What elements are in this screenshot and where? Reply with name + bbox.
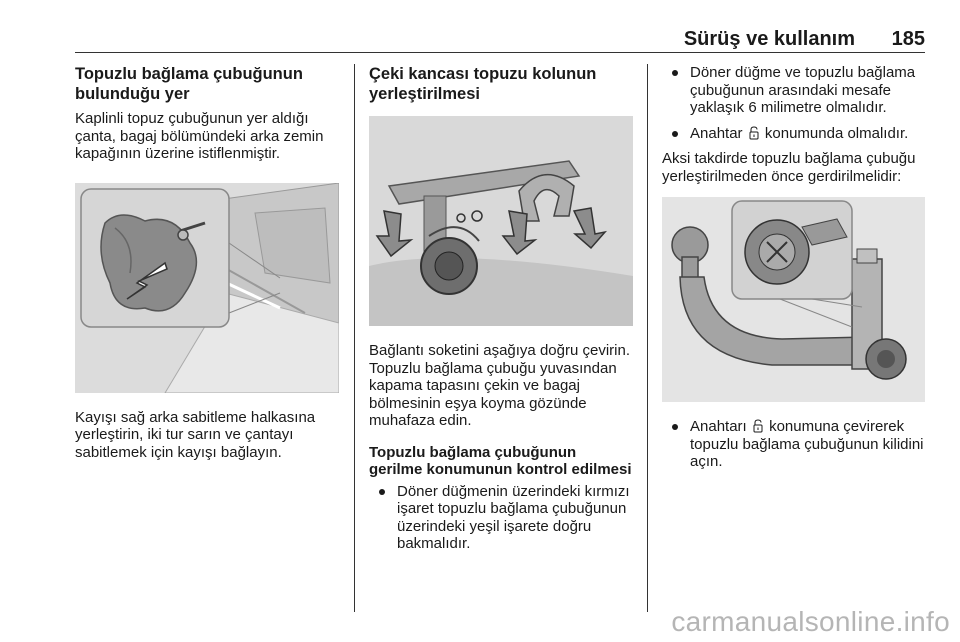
column-3 — [662, 64, 927, 471]
paragraph: Kaplinli topuz çubuğunun yer aldığı çanta, bagaj bölümündeki arka zemin kapağının üzerine istiflenmiştir. — [75, 110, 324, 162]
column-divider — [647, 64, 648, 612]
section-heading: Topuzlu bağlama çubuğunun bulunduğu yer — [75, 65, 303, 103]
list-text: konumuna çevirerek topuzlu bağlama çubuğunun kilidini açın. — [690, 418, 924, 470]
list-item: Döner düğmenin üzerindeki kırmızı işaret topuzlu bağlama çubuğunun üzerindeki yeşil işarete doğru bakmalıdır. — [369, 483, 633, 553]
list-text: konumunda olmalıdır. — [764, 124, 909, 142]
open-lock-icon — [749, 126, 759, 140]
list-text: Anahtarı — [690, 418, 747, 435]
list-text: Anahtar — [690, 124, 743, 142]
list-item: Döner düğme ve topuzlu bağlama çubuğunun arasındaki mesafe yaklaşık 6 milimetre olmalıdır. — [662, 64, 927, 117]
list-item — [662, 418, 927, 471]
section-heading: Çeki kancası topuzu kolunun yerleştirilmesi — [369, 65, 597, 103]
ball-coupling-illustration — [662, 197, 925, 402]
watermark: carmanualsonline.info — [671, 606, 950, 637]
paragraph: Bağlantı soketini aşağıya doğru çevirin. Topuzlu bağlama çubuğu yuvasından kapama tapasını çekin ve bagaj bölmesinin eşya koyma gözünde muhafaza edin. — [369, 342, 630, 429]
paragraph: Kayışı sağ arka sabitleme halkasına yerleştirin, iki tur sarın ve çantayı sabitlemek için kayışı bağlayın. — [75, 408, 316, 461]
open-lock-icon — [753, 419, 763, 433]
page-number: 185 — [891, 28, 925, 50]
paragraph: Aksi takdirde topuzlu bağlama çubuğu yerleştirilmeden önce gerdirilmelidir: — [662, 150, 916, 185]
list-item — [662, 125, 927, 143]
trunk-bag-illustration — [75, 183, 339, 393]
column-divider — [354, 64, 355, 612]
page-header — [75, 26, 925, 53]
section-title: Sürüş ve kullanım — [683, 28, 855, 50]
column-1 — [75, 64, 340, 461]
subheading: Topuzlu bağlama çubuğunun gerilme konumunun kontrol edilmesi — [369, 443, 632, 478]
tow-bar-socket-illustration — [369, 116, 633, 326]
column-2 — [369, 64, 633, 553]
